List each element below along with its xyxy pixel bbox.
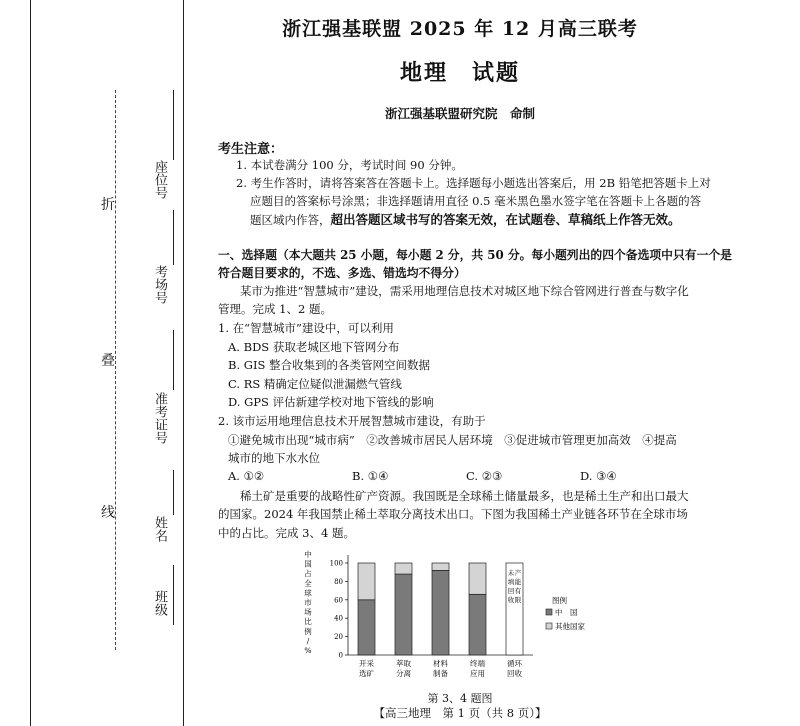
- q2-choice-d: D. ③④: [580, 469, 617, 483]
- bar-annotation-char: 能: [514, 578, 522, 586]
- fold-char-2: 叠: [101, 353, 115, 369]
- x-tick-label: 应用: [470, 669, 485, 678]
- exam-title: 浙江强基联盟 2025 年 12 月高三联考: [282, 18, 638, 40]
- q2-options-line-2: 城市的地下水水位: [228, 451, 320, 465]
- seat-field-line: [173, 90, 174, 160]
- passage-2-line-1: 稀土矿是重要的战略性矿产资源。我国既是全球稀土储量最多，也是稀土生产和出口最大: [240, 489, 689, 503]
- name-field-line: [173, 470, 174, 515]
- q1-option-c: C. RS 精确定位疑似泄漏燃气管线: [228, 377, 402, 391]
- q2-choice-a: A. ①②: [228, 469, 265, 483]
- y-axis-label-char: 占: [304, 569, 312, 579]
- room-field-label: 考场号: [152, 265, 167, 304]
- fold-char-3: 线: [101, 505, 115, 521]
- seat-field-label: 座位号: [152, 160, 167, 199]
- bar-china: [432, 570, 449, 655]
- y-axis-label-char: 国: [304, 559, 312, 569]
- q1-option-a: A. BDS 获取老城区地下管网分布: [228, 340, 400, 354]
- q2-stem: 2. 该市运用地理信息技术开展智慧城市建设，有助于: [218, 414, 486, 428]
- bar-china: [395, 574, 412, 655]
- bar-other: [432, 563, 449, 570]
- y-tick-label: 60: [334, 596, 343, 605]
- notice-item-2-line-3-plain: 题区域内作答，: [250, 213, 331, 227]
- notice-item-2-line-1: 2. 考生作答时，请将答案答在答题卡上。选择题每小题选出答案后，用 2B 铅笔把答题卡上对: [236, 176, 711, 190]
- bar-other: [469, 563, 486, 594]
- passage-2-line-3: 中的占比。完成 3、4 题。: [218, 526, 355, 540]
- x-tick-label: 分离: [396, 669, 411, 678]
- notice-item-2-line-2: 应题目的答案标号涂黑；非选择题请用直径 0.5 毫米黑色墨水签字笔在答题卡上各题的答: [250, 194, 702, 208]
- x-tick-label: 萃取: [396, 659, 411, 668]
- y-tick-label: 20: [334, 633, 343, 642]
- notice-heading: 考生注意：: [218, 142, 284, 157]
- x-tick-label: 选矿: [359, 669, 374, 678]
- legend-label: 中 国: [555, 608, 578, 617]
- bar-annotation-char: 收: [507, 596, 515, 604]
- bar-annotation-char: 未: [507, 569, 515, 577]
- bar-annotation-char: 填: [507, 578, 515, 586]
- bar-other: [358, 563, 375, 600]
- y-tick-label: 100: [329, 559, 343, 568]
- q2-options-line-1: ①避免城市出现“城市病” ②改善城市居民人居环境 ③促进城市管理更加高效 ④提高: [228, 433, 677, 447]
- y-tick-label: 40: [334, 614, 343, 623]
- y-axis-label-char: 场: [304, 607, 312, 617]
- ticket-field-line: [173, 330, 174, 390]
- q1-option-d: D. GPS 评估新建学校对地下管线的影响: [228, 395, 434, 409]
- y-axis-label-char: /: [306, 636, 310, 646]
- section-heading-line-1: 一、选择题（本大题共 25 小题，每小题 2 分，共 50 分。每小题列出的四个备选项中只有一个是: [218, 248, 732, 262]
- y-tick-label: 80: [334, 577, 343, 586]
- y-axis-label-char: 中: [304, 550, 312, 559]
- class-field-line: [173, 565, 174, 625]
- legend-label: 其他国家: [555, 622, 585, 631]
- passage-2-line-2: 的国家。2024 年我国禁止稀土萃取分离技术出口。下图为我国稀土产业链各环节在全球市场: [218, 507, 688, 521]
- room-field-line: [173, 210, 174, 265]
- rare-earth-chart: [300, 545, 600, 690]
- bar-annotation-char: 限: [514, 596, 522, 604]
- y-axis-label-char: 全: [304, 578, 312, 588]
- y-axis-label-char: 比: [304, 617, 312, 627]
- y-axis-label-char: %: [304, 646, 312, 655]
- x-tick-label: 开采: [359, 659, 374, 668]
- x-tick-label: 材料: [433, 659, 448, 668]
- notice-item-2-line-3: [250, 210, 681, 228]
- q2-choice-c: C. ②③: [466, 469, 503, 483]
- bar-other: [395, 563, 412, 574]
- section-heading-line-2: 符合题目要求的，不选、多选、错选均不得分）: [218, 266, 466, 280]
- legend-swatch: [546, 609, 552, 615]
- bar-annotation-char: 产: [514, 569, 522, 577]
- legend-swatch: [546, 623, 552, 629]
- y-axis-label-char: 球: [304, 588, 312, 598]
- q1-stem: 1. 在“智慧城市”建设中，可以利用: [218, 321, 394, 335]
- fold-line: [115, 90, 116, 650]
- name-field-label: 姓名: [152, 516, 167, 542]
- bar-china: [469, 594, 486, 655]
- page-footer: 【高三地理 第 1 页（共 8 页）】: [373, 706, 547, 720]
- legend-title: 图例: [552, 596, 567, 605]
- bar-china: [358, 600, 375, 655]
- bar-annotation-char: 有: [514, 587, 522, 595]
- y-axis-label-char: 例: [304, 626, 312, 636]
- chart-caption: 第 3、4 题图: [427, 692, 493, 705]
- subject-title: 地理 试题: [399, 60, 520, 86]
- fold-char-1: 折: [101, 197, 115, 213]
- y-axis-label-char: 市: [304, 598, 312, 607]
- class-field-label: 班级: [152, 590, 167, 616]
- bar-annotation-char: 回: [507, 587, 515, 595]
- x-tick-label: 终端: [470, 659, 485, 668]
- x-tick-label: 回收: [507, 669, 522, 678]
- x-tick-label: 制备: [433, 669, 448, 678]
- q2-choice-b: B. ①④: [352, 469, 389, 483]
- x-tick-label: 循环: [507, 659, 522, 668]
- author-line: 浙江强基联盟研究院 命制: [384, 106, 535, 121]
- q1-option-b: B. GIS 整合收集到的各类管网空间数据: [228, 358, 431, 372]
- passage-1-line-1: 某市为推进“智慧城市”建设，需采用地理信息技术对城区地下综合管网进行普查与数字化: [240, 284, 689, 298]
- ticket-field-label: 准考证号: [152, 392, 167, 444]
- passage-1-line-2: 管理。完成 1、2 题。: [218, 302, 332, 316]
- y-tick-label: 0: [338, 651, 343, 660]
- notice-item-1: 1. 本试卷满分 100 分，考试时间 90 分钟。: [236, 158, 463, 172]
- notice-warning: 超出答题区域书写的答案无效，在试题卷、草稿纸上作答无效。: [330, 212, 681, 227]
